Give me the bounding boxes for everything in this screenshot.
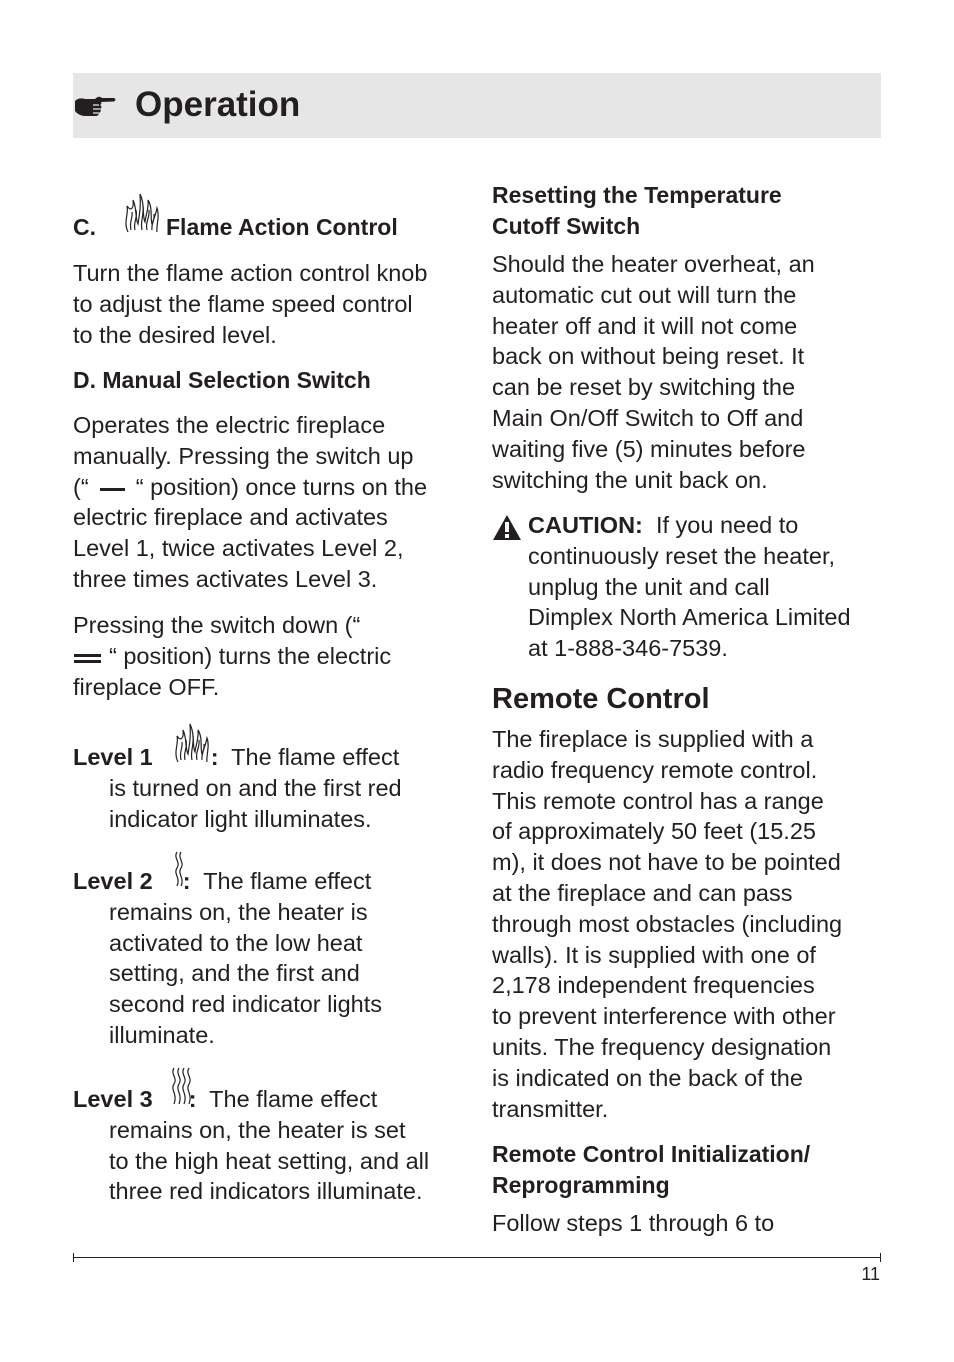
init-body: Follow steps 1 through 6 to [492, 1210, 775, 1236]
level-1-first: The flame effect [231, 744, 400, 770]
text-line: Level 1, twice activates Level 2, [73, 535, 404, 562]
switch-down-text: “ position) turns the electric [109, 642, 392, 669]
text-line: to the high heat setting, and all [109, 1147, 430, 1174]
footer-tick-right [880, 1253, 881, 1262]
reset-heading [492, 180, 782, 242]
text-line: walls). It is supplied with one of [492, 941, 816, 968]
text-line: can be reset by switching the [492, 374, 796, 401]
single-dash-icon [99, 483, 127, 493]
pointing-hand-icon [75, 92, 117, 118]
text-line: transmitter. [492, 1095, 609, 1122]
triple-heat-wave-icon [169, 1066, 199, 1108]
level-2-colon: : [182, 868, 191, 894]
text-line: to adjust the flame speed control [73, 290, 413, 317]
section-d-body [73, 410, 427, 595]
level-1-colon: : [210, 744, 219, 770]
text-line: Operates the electric fireplace [73, 412, 386, 438]
text-line: continuously reset the heater, [528, 542, 836, 569]
caution-note [492, 510, 892, 670]
text-line: electric fireplace and activates [73, 504, 388, 531]
caution-first: If you need to [655, 512, 799, 538]
level-3-label: Level 3 [73, 1086, 153, 1112]
text-line: setting, and the first and [109, 960, 360, 987]
text-line: remains on, the heater is [109, 898, 368, 925]
level-3-colon: : [188, 1086, 197, 1112]
text-line: three red indicators illuminate. [109, 1178, 423, 1205]
text-line: Cutoff Switch [492, 213, 641, 239]
text-line: heater off and it will not come [492, 312, 798, 339]
text-line: The fireplace is supplied with a [492, 726, 814, 752]
text-line: m), it does not have to be pointed [492, 849, 841, 876]
init-heading [492, 1139, 810, 1201]
text-line: waiting five (5) minutes before [492, 435, 806, 462]
section-header [73, 73, 881, 138]
reset-body [492, 249, 815, 495]
switch-up-text: “ position) once turns on the [135, 473, 428, 500]
text-line: 2,178 independent frequencies [492, 972, 815, 999]
text-line: units. The frequency designation [492, 1033, 832, 1060]
text-line: activated to the low heat [109, 929, 363, 956]
flame-icon [172, 722, 212, 764]
text-line: to the desired level. [73, 321, 277, 348]
footer-tick-left [73, 1253, 74, 1262]
text-line: Main On/Off Switch to Off and [492, 404, 804, 431]
text-line: Pressing the switch down (“ [73, 612, 361, 638]
remote-heading: Remote Control [492, 683, 710, 715]
text-line: Dimplex North America Limited [528, 604, 851, 631]
single-heat-wave-icon [171, 850, 191, 890]
text-line: manually. Pressing the switch up [73, 442, 414, 469]
level-3-item [73, 1084, 429, 1207]
text-line: is indicated on the back of the [492, 1064, 803, 1091]
section-d-heading: D. Manual Selection Switch [73, 367, 371, 393]
text-line: is turned on and the first red [109, 774, 402, 801]
text-line [73, 472, 427, 503]
text-line [73, 641, 391, 672]
text-line [73, 742, 402, 773]
text-line: at the fireplace and can pass [492, 879, 793, 906]
text-line: automatic cut out will turn the [492, 281, 797, 308]
text-line: Remote Control Initialization/ [492, 1141, 811, 1167]
text-line: back on without being reset. It [492, 343, 805, 370]
level-2-label: Level 2 [73, 868, 153, 894]
caution-text [528, 510, 851, 664]
text-line: switching the unit back on. [492, 466, 768, 493]
text-line: of approximately 50 feet (15.25 [492, 818, 816, 845]
section-c-letter: C. [73, 214, 96, 240]
switch-down-paragraph [73, 610, 391, 702]
text-line: unplug the unit and call [528, 573, 770, 600]
flame-icon [122, 192, 162, 234]
level-3-first: The flame effect [209, 1086, 378, 1112]
text-line: at 1-888-346-7539. [528, 635, 728, 662]
text-line: illuminate. [109, 1021, 215, 1048]
level-2-first: The flame effect [203, 868, 372, 894]
text-line: Resetting the Temperature [492, 182, 782, 208]
text-line: remains on, the heater is set [109, 1116, 406, 1143]
text-line: Reprogramming [492, 1172, 670, 1198]
text-line: Should the heater overheat, an [492, 251, 815, 277]
text-line: fireplace OFF. [73, 673, 220, 700]
warning-triangle-icon [492, 514, 522, 541]
text-line: to prevent interference with other [492, 1003, 836, 1030]
caution-label: CAUTION: [528, 512, 643, 538]
section-c-heading: Flame Action Control [166, 214, 398, 240]
text-line: indicator light illuminates. [109, 805, 372, 832]
section-c-body [73, 258, 427, 350]
page-number: 11 [861, 1264, 880, 1284]
level-1-label: Level 1 [73, 744, 153, 770]
text-line [73, 1084, 429, 1115]
text-line: three times activates Level 3. [73, 565, 378, 592]
text-line [73, 866, 382, 897]
footer-rule [73, 1257, 881, 1258]
remote-body [492, 724, 842, 1124]
text-line: Turn the flame action control knob [73, 260, 428, 286]
quote-open: (“ [73, 473, 89, 500]
text-line: second red indicator lights [109, 991, 383, 1018]
text-line: This remote control has a range [492, 787, 824, 814]
text-line: through most obstacles (including [492, 910, 843, 937]
double-dash-icon [73, 650, 103, 666]
text-line [528, 510, 851, 541]
text-line: radio frequency remote control. [492, 756, 818, 783]
level-1-item [73, 742, 402, 834]
level-2-item [73, 866, 382, 1051]
page-title: Operation [135, 85, 301, 124]
